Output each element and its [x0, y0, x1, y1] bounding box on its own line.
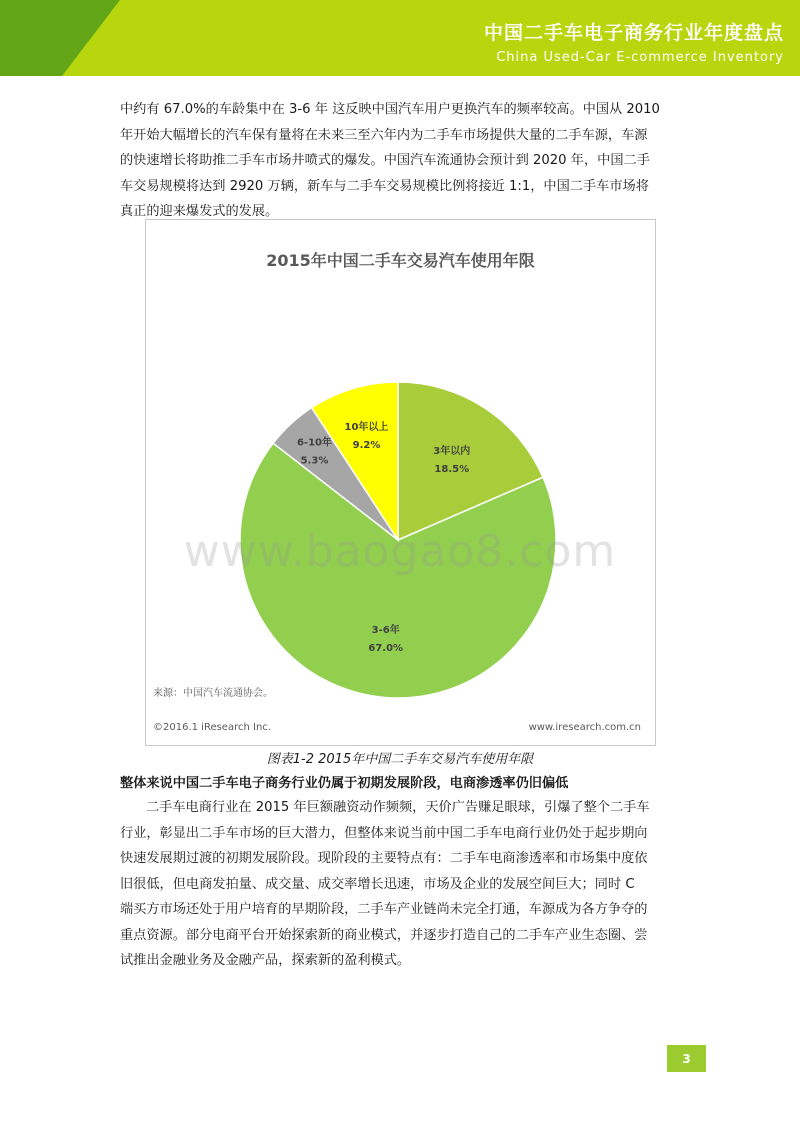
- watermark: www.baogao8.com: [183, 526, 617, 577]
- paragraph-line: 重点资源。部分电商平台开始探索新的商业模式，并逐步打造自己的二手车产业生态圈、尝: [120, 927, 648, 943]
- section-heading: 整体来说中国二手车电子商务行业仍属于初期发展阶段，电商渗透率仍旧偏低: [120, 776, 569, 791]
- slice-label: 10年以上: [344, 421, 389, 433]
- paragraph-line: 试推出金融业务及金融产品，探索新的盈利模式。: [120, 953, 411, 968]
- chart-copyright: ©2016.1 iResearch Inc.: [153, 722, 271, 733]
- paragraph-line: 旧很低，但电商发拍量、成交量、成交率增长迅速，市场及企业的发展空间巨大；同时 C: [120, 876, 635, 892]
- paragraph-line: 真正的迎来爆发式的发展。: [120, 204, 279, 219]
- chart-title: 2015年中国二手车交易汽车使用年限: [266, 251, 535, 270]
- paragraph-line: 快速发展期过渡的初期发展阶段。现阶段的主要特点有：二手车电商渗透率和市场集中度依: [120, 851, 648, 866]
- header-subtitle: China Used-Car E-commerce Inventory: [496, 50, 784, 65]
- paragraph-line: 中约有 67.0%的车龄集中在 3-6 年 这反映中国汽车用户更换汽车的频率较高。中国从 2010: [120, 102, 660, 117]
- pie-chart-frame: [145, 219, 656, 746]
- chart-site-url: www.iresearch.com.cn: [528, 722, 641, 733]
- paragraph-line: 车交易规模将达到 2920 万辆，新车与二手车交易规模比例将接近 1:1，中国二手车市场将: [120, 178, 649, 194]
- page-number: 3: [667, 1045, 706, 1072]
- slice-label: 6-10年: [296, 437, 333, 449]
- header-title: 中国二手车电子商务行业年度盘点: [483, 22, 784, 44]
- paragraph-line: 端买方市场还处于用户培育的早期阶段，二手车产业链尚未完全打通，车源成为各方争夺的: [120, 902, 648, 917]
- paragraph-line: 的快速增长将助推二手车市场井喷式的爆发。中国汽车流通协会预计到 2020 年，中国二手: [120, 153, 650, 168]
- slice-value-label: 5.3%: [300, 455, 329, 467]
- paragraph-body: [120, 795, 686, 974]
- slice-value-label: 18.5%: [434, 464, 470, 476]
- paragraph-line: 行业，彰显出二手车市场的巨大潜力，但整体来说当前中国二手车电商行业仍处于起步期向: [120, 825, 648, 841]
- paragraph-line: 二手车电商行业在 2015 年巨额融资动作频频，天价广告赚足眼球，引爆了整个二手车: [146, 800, 650, 815]
- header-banner: [0, 0, 800, 76]
- slice-value-label: 9.2%: [352, 439, 381, 451]
- figure-caption: 图表1-2 2015年中国二手车交易汽车使用年限: [266, 752, 534, 767]
- chart-source: 来源：中国汽车流通协会。: [153, 688, 273, 699]
- paragraph-intro: [120, 97, 686, 225]
- slice-label: 3-6年: [371, 625, 400, 637]
- paragraph-line: 年开始大幅增长的汽车保有量将在未来三至六年内为二手车市场提供大量的二手车源，车源: [120, 127, 648, 143]
- pie-chart: [146, 220, 655, 745]
- slice-value-label: 67.0%: [368, 643, 404, 655]
- slice-label: 3年以内: [433, 446, 471, 458]
